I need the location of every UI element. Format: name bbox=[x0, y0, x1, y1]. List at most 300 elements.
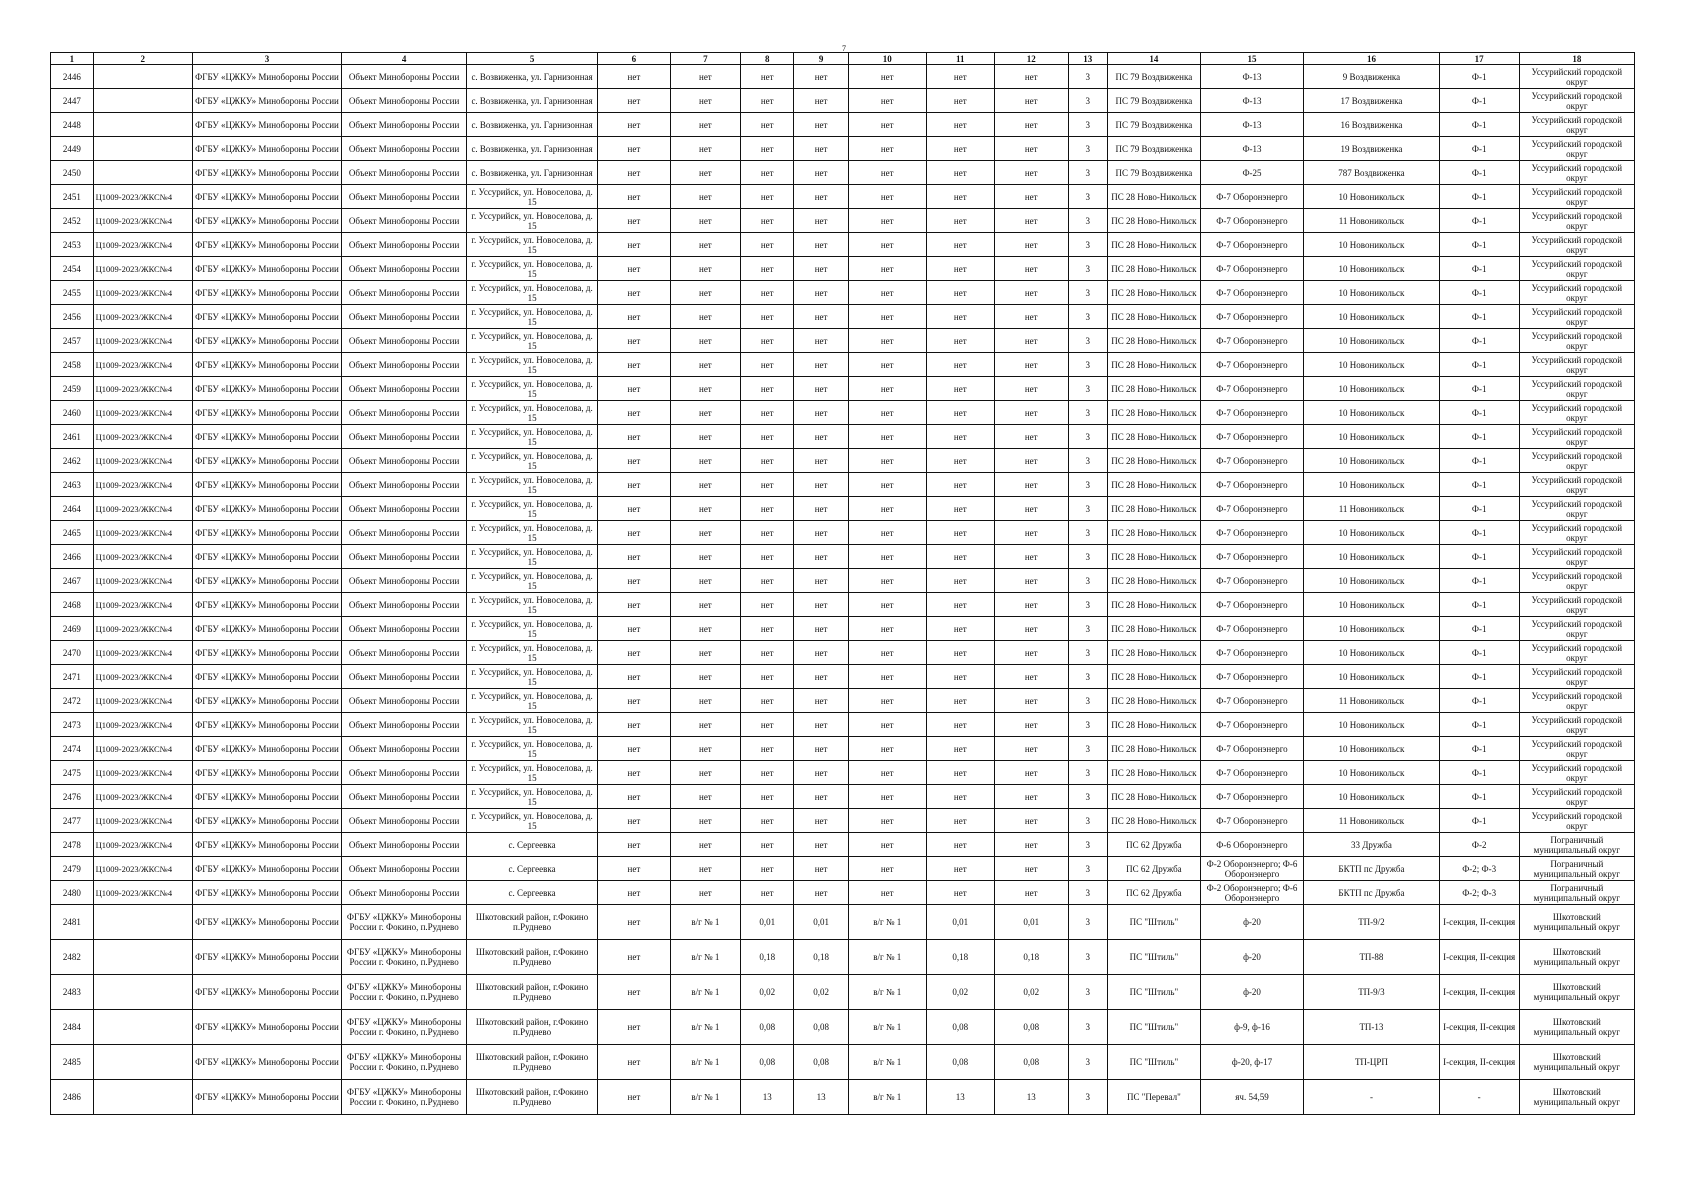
cell-applicant: ФГБУ «ЦЖКУ» Минобороны России bbox=[192, 449, 341, 473]
cell-contract-number: Ц1009-2023/ЖКС№4 bbox=[93, 641, 192, 665]
cell-row-number: 2451 bbox=[51, 185, 94, 209]
cell-col-8: нет bbox=[741, 497, 794, 521]
cell-col-12: нет bbox=[994, 257, 1068, 281]
cell-contract-number bbox=[93, 975, 192, 1010]
cell-municipality: Уссурийский городской округ bbox=[1519, 137, 1634, 161]
table-row bbox=[51, 940, 1635, 975]
cell-col-11: нет bbox=[926, 113, 994, 137]
cell-transformer-station: 10 Новоникольск bbox=[1304, 305, 1439, 329]
cell-transformer-station: - bbox=[1304, 1080, 1439, 1115]
cell-col-6: нет bbox=[598, 473, 671, 497]
cell-col-7: нет bbox=[670, 185, 740, 209]
cell-col-9: нет bbox=[794, 521, 848, 545]
cell-transformer-station: ТП-9/3 bbox=[1304, 975, 1439, 1010]
cell-section: Ф-1 bbox=[1439, 617, 1519, 641]
cell-substation: ПС 28 Ново-Никольск bbox=[1107, 761, 1200, 785]
cell-col-8: нет bbox=[741, 305, 794, 329]
cell-col-12: нет bbox=[994, 833, 1068, 857]
cell-col-11: нет bbox=[926, 857, 994, 881]
cell-col-12: нет bbox=[994, 185, 1068, 209]
cell-transformer-station: 11 Новоникольск bbox=[1304, 689, 1439, 713]
cell-object-name: Объект Минобороны России bbox=[342, 89, 467, 113]
cell-row-number: 2477 bbox=[51, 809, 94, 833]
cell-transformer-station: 10 Новоникольск bbox=[1304, 569, 1439, 593]
cell-col-12: нет bbox=[994, 401, 1068, 425]
cell-col-11: нет bbox=[926, 593, 994, 617]
cell-col-11: нет bbox=[926, 401, 994, 425]
cell-object-name: Объект Минобороны России bbox=[342, 425, 467, 449]
cell-section: Ф-1 bbox=[1439, 281, 1519, 305]
cell-voltage-class: 3 bbox=[1068, 785, 1107, 809]
cell-row-number: 2455 bbox=[51, 281, 94, 305]
cell-applicant: ФГБУ «ЦЖКУ» Минобороны России bbox=[192, 737, 341, 761]
cell-col-6: нет bbox=[598, 857, 671, 881]
cell-voltage-class: 3 bbox=[1068, 593, 1107, 617]
cell-voltage-class: 3 bbox=[1068, 65, 1107, 89]
cell-col-10: нет bbox=[848, 161, 926, 185]
table-row bbox=[51, 833, 1635, 857]
table-row bbox=[51, 975, 1635, 1010]
cell-col-11: нет bbox=[926, 161, 994, 185]
cell-voltage-class: 3 bbox=[1068, 905, 1107, 940]
cell-object-name: Объект Минобороны России bbox=[342, 233, 467, 257]
cell-transformer-station: 10 Новоникольск bbox=[1304, 425, 1439, 449]
cell-municipality: Уссурийский городской округ bbox=[1519, 641, 1634, 665]
cell-col-9: нет bbox=[794, 257, 848, 281]
cell-voltage-class: 3 bbox=[1068, 329, 1107, 353]
cell-col-6: нет bbox=[598, 329, 671, 353]
cell-col-12: нет bbox=[994, 713, 1068, 737]
cell-feeder: яч. 54,59 bbox=[1200, 1080, 1303, 1115]
cell-col-6: нет bbox=[598, 905, 671, 940]
cell-substation: ПС 28 Ново-Никольск bbox=[1107, 281, 1200, 305]
cell-col-6: нет bbox=[598, 1010, 671, 1045]
cell-section: Ф-1 bbox=[1439, 89, 1519, 113]
cell-col-7: нет bbox=[670, 665, 740, 689]
cell-col-9: нет bbox=[794, 809, 848, 833]
cell-col-11: нет bbox=[926, 809, 994, 833]
cell-col-12: нет bbox=[994, 689, 1068, 713]
cell-object-name: Объект Минобороны России bbox=[342, 65, 467, 89]
cell-substation: ПС "Штиль" bbox=[1107, 905, 1200, 940]
cell-applicant: ФГБУ «ЦЖКУ» Минобороны России bbox=[192, 881, 341, 905]
cell-contract-number bbox=[93, 1010, 192, 1045]
cell-row-number: 2446 bbox=[51, 65, 94, 89]
cell-address: г. Уссурийск, ул. Новоселова, д. 15 bbox=[466, 713, 597, 737]
cell-col-7: в/г № 1 bbox=[670, 1010, 740, 1045]
cell-col-8: 0,02 bbox=[741, 975, 794, 1010]
cell-applicant: ФГБУ «ЦЖКУ» Минобороны России bbox=[192, 857, 341, 881]
cell-col-10: нет bbox=[848, 833, 926, 857]
cell-col-6: нет bbox=[598, 305, 671, 329]
cell-applicant: ФГБУ «ЦЖКУ» Минобороны России bbox=[192, 617, 341, 641]
cell-applicant: ФГБУ «ЦЖКУ» Минобороны России bbox=[192, 641, 341, 665]
cell-col-9: нет bbox=[794, 497, 848, 521]
cell-municipality: Уссурийский городской округ bbox=[1519, 761, 1634, 785]
cell-applicant: ФГБУ «ЦЖКУ» Минобороны России bbox=[192, 975, 341, 1010]
cell-substation: ПС 79 Воздвиженка bbox=[1107, 65, 1200, 89]
cell-applicant: ФГБУ «ЦЖКУ» Минобороны России bbox=[192, 569, 341, 593]
cell-contract-number: Ц1009-2023/ЖКС№4 bbox=[93, 473, 192, 497]
cell-row-number: 2467 bbox=[51, 569, 94, 593]
cell-feeder: Ф-7 Оборонэнерго bbox=[1200, 497, 1303, 521]
cell-col-11: нет bbox=[926, 569, 994, 593]
cell-section: Ф-1 bbox=[1439, 761, 1519, 785]
cell-address: с. Возвиженка, ул. Гарнизонная bbox=[466, 137, 597, 161]
cell-applicant: ФГБУ «ЦЖКУ» Минобороны России bbox=[192, 593, 341, 617]
cell-address: г. Уссурийск, ул. Новоселова, д. 15 bbox=[466, 641, 597, 665]
cell-transformer-station: 10 Новоникольск bbox=[1304, 233, 1439, 257]
cell-transformer-station: 10 Новоникольск bbox=[1304, 713, 1439, 737]
cell-col-9: 0,18 bbox=[794, 940, 848, 975]
cell-feeder: Ф-7 Оборонэнерго bbox=[1200, 617, 1303, 641]
cell-contract-number: Ц1009-2023/ЖКС№4 bbox=[93, 497, 192, 521]
cell-voltage-class: 3 bbox=[1068, 113, 1107, 137]
cell-col-9: нет bbox=[794, 761, 848, 785]
cell-row-number: 2447 bbox=[51, 89, 94, 113]
cell-object-name: Объект Минобороны России bbox=[342, 161, 467, 185]
cell-col-11: нет bbox=[926, 425, 994, 449]
cell-col-12: нет bbox=[994, 497, 1068, 521]
cell-col-8: нет bbox=[741, 425, 794, 449]
cell-applicant: ФГБУ «ЦЖКУ» Минобороны России bbox=[192, 425, 341, 449]
cell-row-number: 2457 bbox=[51, 329, 94, 353]
table-row bbox=[51, 1010, 1635, 1045]
table-row bbox=[51, 233, 1635, 257]
cell-contract-number: Ц1009-2023/ЖКС№4 bbox=[93, 209, 192, 233]
cell-section: Ф-1 bbox=[1439, 785, 1519, 809]
cell-address: с. Сергеевка bbox=[466, 833, 597, 857]
cell-col-7: нет bbox=[670, 353, 740, 377]
page-mark: 7 bbox=[842, 44, 846, 53]
cell-col-9: нет bbox=[794, 209, 848, 233]
cell-col-8: нет bbox=[741, 665, 794, 689]
cell-row-number: 2449 bbox=[51, 137, 94, 161]
cell-address: с. Сергеевка bbox=[466, 881, 597, 905]
cell-col-10: нет bbox=[848, 329, 926, 353]
cell-address: Шкотовский район, г.Фокино п.Руднево bbox=[466, 975, 597, 1010]
cell-row-number: 2478 bbox=[51, 833, 94, 857]
cell-row-number: 2460 bbox=[51, 401, 94, 425]
cell-col-8: нет bbox=[741, 713, 794, 737]
cell-col-12: нет bbox=[994, 857, 1068, 881]
cell-section: Ф-1 bbox=[1439, 65, 1519, 89]
cell-applicant: ФГБУ «ЦЖКУ» Минобороны России bbox=[192, 521, 341, 545]
cell-col-6: нет bbox=[598, 137, 671, 161]
cell-col-12: 0,01 bbox=[994, 905, 1068, 940]
cell-col-9: нет bbox=[794, 353, 848, 377]
cell-col-10: нет bbox=[848, 521, 926, 545]
cell-applicant: ФГБУ «ЦЖКУ» Минобороны России bbox=[192, 905, 341, 940]
cell-col-6: нет bbox=[598, 545, 671, 569]
cell-col-10: нет bbox=[848, 65, 926, 89]
cell-col-7: нет bbox=[670, 497, 740, 521]
column-number-header bbox=[51, 53, 1635, 65]
cell-col-7: нет bbox=[670, 305, 740, 329]
table-row bbox=[51, 881, 1635, 905]
cell-object-name: Объект Минобороны России bbox=[342, 641, 467, 665]
cell-address: г. Уссурийск, ул. Новоселова, д. 15 bbox=[466, 809, 597, 833]
cell-transformer-station: 10 Новоникольск bbox=[1304, 185, 1439, 209]
cell-col-8: нет bbox=[741, 473, 794, 497]
cell-col-8: нет bbox=[741, 281, 794, 305]
cell-object-name: ФГБУ «ЦЖКУ» Минобороны России г. Фокино, п.Руднево bbox=[342, 940, 467, 975]
cell-municipality: Шкотовский муниципальный округ bbox=[1519, 1080, 1634, 1115]
cell-substation: ПС 62 Дружба bbox=[1107, 857, 1200, 881]
cell-substation: ПС 79 Воздвиженка bbox=[1107, 89, 1200, 113]
cell-object-name: Объект Минобороны России bbox=[342, 857, 467, 881]
cell-transformer-station: 11 Новоникольск bbox=[1304, 497, 1439, 521]
table-row bbox=[51, 377, 1635, 401]
cell-col-6: нет bbox=[598, 940, 671, 975]
cell-col-8: нет bbox=[741, 449, 794, 473]
cell-col-12: нет bbox=[994, 761, 1068, 785]
cell-col-10: в/г № 1 bbox=[848, 1010, 926, 1045]
table-row bbox=[51, 449, 1635, 473]
cell-municipality: Уссурийский городской округ bbox=[1519, 617, 1634, 641]
cell-col-8: нет bbox=[741, 641, 794, 665]
cell-feeder: Ф-7 Оборонэнерго bbox=[1200, 713, 1303, 737]
cell-col-10: нет bbox=[848, 713, 926, 737]
table-row bbox=[51, 137, 1635, 161]
cell-col-9: нет bbox=[794, 833, 848, 857]
cell-col-8: 13 bbox=[741, 1080, 794, 1115]
cell-contract-number: Ц1009-2023/ЖКС№4 bbox=[93, 401, 192, 425]
cell-feeder: ф-20, ф-17 bbox=[1200, 1045, 1303, 1080]
cell-col-6: нет bbox=[598, 617, 671, 641]
cell-col-7: нет bbox=[670, 761, 740, 785]
cell-feeder: Ф-7 Оборонэнерго bbox=[1200, 425, 1303, 449]
cell-col-11: нет bbox=[926, 89, 994, 113]
cell-row-number: 2482 bbox=[51, 940, 94, 975]
cell-section: Ф-1 bbox=[1439, 473, 1519, 497]
cell-col-9: нет bbox=[794, 305, 848, 329]
cell-transformer-station: 11 Новоникольск bbox=[1304, 209, 1439, 233]
cell-contract-number: Ц1009-2023/ЖКС№4 bbox=[93, 593, 192, 617]
cell-col-7: нет bbox=[670, 713, 740, 737]
cell-feeder: Ф-7 Оборонэнерго bbox=[1200, 737, 1303, 761]
cell-row-number: 2486 bbox=[51, 1080, 94, 1115]
cell-municipality: Уссурийский городской округ bbox=[1519, 737, 1634, 761]
cell-row-number: 2450 bbox=[51, 161, 94, 185]
cell-col-8: 0,08 bbox=[741, 1045, 794, 1080]
cell-col-7: нет bbox=[670, 785, 740, 809]
cell-substation: ПС 28 Ново-Никольск bbox=[1107, 665, 1200, 689]
cell-feeder: Ф-7 Оборонэнерго bbox=[1200, 233, 1303, 257]
cell-col-12: нет bbox=[994, 809, 1068, 833]
cell-substation: ПС 79 Воздвиженка bbox=[1107, 137, 1200, 161]
cell-municipality: Уссурийский городской округ bbox=[1519, 233, 1634, 257]
cell-col-12: нет bbox=[994, 569, 1068, 593]
cell-contract-number: Ц1009-2023/ЖКС№4 bbox=[93, 521, 192, 545]
cell-object-name: ФГБУ «ЦЖКУ» Минобороны России г. Фокино, п.Руднево bbox=[342, 1010, 467, 1045]
cell-col-10: нет bbox=[848, 137, 926, 161]
table-row bbox=[51, 113, 1635, 137]
cell-applicant: ФГБУ «ЦЖКУ» Минобороны России bbox=[192, 89, 341, 113]
cell-contract-number bbox=[93, 89, 192, 113]
cell-section: I-секция, II-секция bbox=[1439, 1045, 1519, 1080]
cell-section: Ф-2; Ф-3 bbox=[1439, 857, 1519, 881]
cell-col-9: нет bbox=[794, 185, 848, 209]
cell-object-name: ФГБУ «ЦЖКУ» Минобороны России г. Фокино, п.Руднево bbox=[342, 905, 467, 940]
cell-transformer-station: 10 Новоникольск bbox=[1304, 449, 1439, 473]
cell-substation: ПС "Штиль" bbox=[1107, 1045, 1200, 1080]
cell-row-number: 2475 bbox=[51, 761, 94, 785]
cell-col-7: нет bbox=[670, 89, 740, 113]
cell-address: г. Уссурийск, ул. Новоселова, д. 15 bbox=[466, 449, 597, 473]
cell-applicant: ФГБУ «ЦЖКУ» Минобороны России bbox=[192, 401, 341, 425]
cell-col-7: нет bbox=[670, 449, 740, 473]
cell-col-6: нет bbox=[598, 89, 671, 113]
cell-contract-number: Ц1009-2023/ЖКС№4 bbox=[93, 377, 192, 401]
cell-transformer-station: 10 Новоникольск bbox=[1304, 257, 1439, 281]
cell-col-6: нет bbox=[598, 401, 671, 425]
cell-substation: ПС 28 Ново-Никольск bbox=[1107, 401, 1200, 425]
cell-col-7: в/г № 1 bbox=[670, 1045, 740, 1080]
cell-object-name: Объект Минобороны России bbox=[342, 113, 467, 137]
cell-feeder: Ф-7 Оборонэнерго bbox=[1200, 473, 1303, 497]
table-row bbox=[51, 401, 1635, 425]
cell-voltage-class: 3 bbox=[1068, 257, 1107, 281]
cell-col-12: нет bbox=[994, 65, 1068, 89]
cell-municipality: Уссурийский городской округ bbox=[1519, 449, 1634, 473]
cell-col-11: нет bbox=[926, 329, 994, 353]
cell-transformer-station: 10 Новоникольск bbox=[1304, 545, 1439, 569]
cell-applicant: ФГБУ «ЦЖКУ» Минобороны России bbox=[192, 305, 341, 329]
cell-contract-number: Ц1009-2023/ЖКС№4 bbox=[93, 809, 192, 833]
cell-col-11: нет bbox=[926, 305, 994, 329]
table-row bbox=[51, 89, 1635, 113]
cell-col-12: нет bbox=[994, 545, 1068, 569]
cell-contract-number bbox=[93, 65, 192, 89]
cell-row-number: 2470 bbox=[51, 641, 94, 665]
cell-col-11: нет bbox=[926, 665, 994, 689]
cell-col-8: нет bbox=[741, 209, 794, 233]
cell-object-name: Объект Минобороны России bbox=[342, 497, 467, 521]
table-row bbox=[51, 713, 1635, 737]
cell-row-number: 2458 bbox=[51, 353, 94, 377]
cell-col-7: нет bbox=[670, 641, 740, 665]
cell-col-11: нет bbox=[926, 65, 994, 89]
cell-feeder: Ф-7 Оборонэнерго bbox=[1200, 641, 1303, 665]
cell-col-7: нет bbox=[670, 881, 740, 905]
cell-col-9: 0,02 bbox=[794, 975, 848, 1010]
cell-col-12: 0,02 bbox=[994, 975, 1068, 1010]
cell-substation: ПС 28 Ново-Никольск bbox=[1107, 329, 1200, 353]
table-row bbox=[51, 569, 1635, 593]
cell-feeder: Ф-7 Оборонэнерго bbox=[1200, 521, 1303, 545]
table-row bbox=[51, 329, 1635, 353]
cell-col-7: нет bbox=[670, 857, 740, 881]
cell-applicant: ФГБУ «ЦЖКУ» Минобороны России bbox=[192, 545, 341, 569]
cell-col-11: нет bbox=[926, 833, 994, 857]
cell-municipality: Шкотовский муниципальный округ bbox=[1519, 1045, 1634, 1080]
cell-col-10: нет bbox=[848, 401, 926, 425]
cell-col-10: нет bbox=[848, 737, 926, 761]
cell-col-7: в/г № 1 bbox=[670, 975, 740, 1010]
cell-transformer-station: 10 Новоникольск bbox=[1304, 617, 1439, 641]
header-cell: 9 bbox=[794, 53, 848, 65]
cell-substation: ПС 28 Ново-Никольск bbox=[1107, 425, 1200, 449]
table-row bbox=[51, 281, 1635, 305]
cell-feeder: Ф-25 bbox=[1200, 161, 1303, 185]
cell-feeder: Ф-6 Оборонэнерго bbox=[1200, 833, 1303, 857]
cell-col-7: нет bbox=[670, 113, 740, 137]
cell-col-9: нет bbox=[794, 137, 848, 161]
cell-col-8: нет bbox=[741, 137, 794, 161]
cell-transformer-station: ТП-13 bbox=[1304, 1010, 1439, 1045]
cell-col-8: нет bbox=[741, 65, 794, 89]
cell-col-11: 0,18 bbox=[926, 940, 994, 975]
cell-object-name: Объект Минобороны России bbox=[342, 305, 467, 329]
cell-object-name: Объект Минобороны России bbox=[342, 329, 467, 353]
cell-voltage-class: 3 bbox=[1068, 89, 1107, 113]
cell-col-7: нет bbox=[670, 473, 740, 497]
cell-col-11: нет bbox=[926, 353, 994, 377]
cell-col-12: нет bbox=[994, 449, 1068, 473]
cell-address: с. Возвиженка, ул. Гарнизонная bbox=[466, 65, 597, 89]
cell-feeder: Ф-7 Оборонэнерго bbox=[1200, 809, 1303, 833]
cell-municipality: Уссурийский городской округ bbox=[1519, 161, 1634, 185]
cell-col-10: нет bbox=[848, 281, 926, 305]
cell-col-6: нет bbox=[598, 785, 671, 809]
cell-substation: ПС 79 Воздвиженка bbox=[1107, 161, 1200, 185]
table-row bbox=[51, 65, 1635, 89]
cell-applicant: ФГБУ «ЦЖКУ» Минобороны России bbox=[192, 353, 341, 377]
cell-contract-number: Ц1009-2023/ЖКС№4 bbox=[93, 833, 192, 857]
cell-feeder: ф-20 bbox=[1200, 940, 1303, 975]
cell-col-7: нет bbox=[670, 377, 740, 401]
cell-transformer-station: 10 Новоникольск bbox=[1304, 665, 1439, 689]
cell-applicant: ФГБУ «ЦЖКУ» Минобороны России bbox=[192, 281, 341, 305]
cell-col-10: нет bbox=[848, 569, 926, 593]
cell-applicant: ФГБУ «ЦЖКУ» Минобороны России bbox=[192, 689, 341, 713]
cell-voltage-class: 3 bbox=[1068, 617, 1107, 641]
cell-col-9: нет bbox=[794, 713, 848, 737]
cell-col-10: нет bbox=[848, 809, 926, 833]
cell-contract-number: Ц1009-2023/ЖКС№4 bbox=[93, 689, 192, 713]
cell-col-11: нет bbox=[926, 545, 994, 569]
cell-address: Шкотовский район, г.Фокино п.Руднево bbox=[466, 940, 597, 975]
cell-substation: ПС "Штиль" bbox=[1107, 975, 1200, 1010]
cell-col-12: нет bbox=[994, 593, 1068, 617]
cell-col-10: в/г № 1 bbox=[848, 905, 926, 940]
cell-voltage-class: 3 bbox=[1068, 881, 1107, 905]
cell-section: Ф-1 bbox=[1439, 353, 1519, 377]
cell-section: - bbox=[1439, 1080, 1519, 1115]
cell-section: Ф-1 bbox=[1439, 233, 1519, 257]
table-row bbox=[51, 353, 1635, 377]
cell-applicant: ФГБУ «ЦЖКУ» Минобороны России bbox=[192, 785, 341, 809]
cell-object-name: Объект Минобороны России bbox=[342, 185, 467, 209]
cell-applicant: ФГБУ «ЦЖКУ» Минобороны России bbox=[192, 329, 341, 353]
cell-substation: ПС 28 Ново-Никольск bbox=[1107, 473, 1200, 497]
cell-col-9: нет bbox=[794, 665, 848, 689]
cell-section: Ф-1 bbox=[1439, 689, 1519, 713]
cell-col-11: нет bbox=[926, 713, 994, 737]
cell-col-10: нет bbox=[848, 257, 926, 281]
cell-substation: ПС 28 Ново-Никольск bbox=[1107, 545, 1200, 569]
cell-address: г. Уссурийск, ул. Новоселова, д. 15 bbox=[466, 401, 597, 425]
cell-object-name: Объект Минобороны России bbox=[342, 809, 467, 833]
cell-col-6: нет bbox=[598, 881, 671, 905]
cell-contract-number: Ц1009-2023/ЖКС№4 bbox=[93, 425, 192, 449]
table-row bbox=[51, 857, 1635, 881]
cell-transformer-station: 10 Новоникольск bbox=[1304, 353, 1439, 377]
header-cell: 16 bbox=[1304, 53, 1439, 65]
cell-feeder: Ф-7 Оборонэнерго bbox=[1200, 281, 1303, 305]
cell-contract-number: Ц1009-2023/ЖКС№4 bbox=[93, 665, 192, 689]
